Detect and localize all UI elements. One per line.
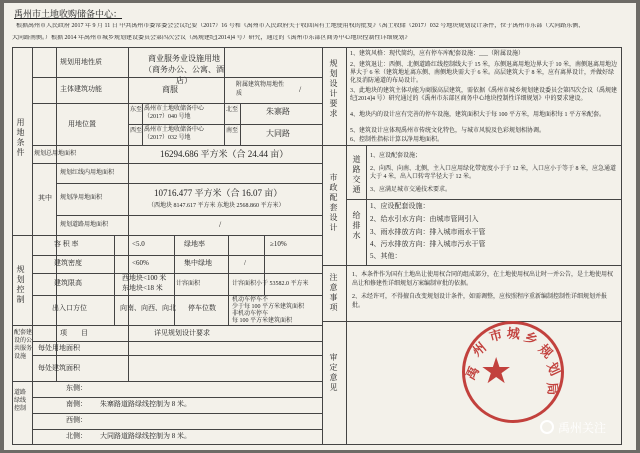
- exit-label: 出入口方位: [52, 304, 87, 312]
- height-west: 西地块<100 米: [122, 274, 167, 282]
- requirement-3: 3、此地块的建筑主体功能为商服高层建筑，需依据《禹州市城乡规划建设委员会第四次会议（禹规建纪[2014]4 号）研究通过的《禹州市东部区商务中心地块控制性详细规划》中的要求建设。: [350, 88, 618, 102]
- center-divider: [322, 47, 323, 445]
- item-label: 项 目: [60, 329, 88, 337]
- traffic-2: 2、向西、向南、北侧，主入口应用绿化带宽度小于于 12 米，入口应小于等于 8 米，应急通道大于 4 米，出入口转弯半径大于 12 米。: [370, 166, 617, 180]
- wechat-icon: [540, 420, 554, 434]
- each-land-area-label: 每处用地面积: [38, 344, 80, 352]
- red-line-area-label: 规划红线内用地面积: [60, 170, 115, 176]
- aux-property-label: 附属建筑物用地性质: [236, 82, 285, 97]
- total-area-label: 规划总用地面积: [34, 151, 77, 157]
- density-label: 建筑密度: [54, 259, 82, 267]
- parking-label: 停车位数: [188, 304, 216, 312]
- west-value: 禹州市土地收储备中心（2017）032 号地: [144, 127, 205, 141]
- east-label: 东至: [130, 107, 143, 113]
- west-road-label: 西侧：: [66, 416, 87, 424]
- traffic-3: 3、应满足城市交通技术要求。: [370, 187, 452, 193]
- traffic-1: 1、应设配套设施；: [370, 153, 422, 159]
- design-requirements-label: 规划设计要求: [329, 59, 338, 119]
- seal-char-1: 禹: [462, 363, 483, 383]
- north-road-value: 大同路道路绿线控制为 8 米。: [100, 432, 191, 440]
- main-function-value: 商服: [162, 85, 178, 94]
- parking-line-2: 少于每 100 平方米建筑面积: [232, 304, 305, 310]
- east-road-label: 东侧：: [66, 384, 87, 392]
- watermark-text: 禹州关注: [558, 420, 607, 435]
- south-label: 南至: [226, 128, 239, 134]
- height-east: 东地块<18 米: [122, 284, 163, 292]
- requirement-2: 2、建筑退让：西侧、北侧道路红线控制线大于 15 米，东侧退离用地边界大于 10 米，南侧退离用地边界大于 6 米（建筑地址离东侧、南侧地块需大于 6 米。高层建筑大于 8 米，应有离界设计，并做好绿化及消防通道的布局设计。: [350, 62, 618, 84]
- land-use-property-label: 规划用地性质: [60, 58, 102, 66]
- note-2: 2、未经许可，不得擅自改变规划设计条件，如需调整，应按照程序重新编制控制性详细规划并报批。: [352, 294, 608, 309]
- height-label: 建筑限高: [54, 279, 82, 287]
- account-watermark: [540, 418, 636, 436]
- note-1: 1、本条件作为国有土地出让使用权合同的组成部分，在土地使用权出让时一并公告，是土地使用权出让和修建性详细规划方案编制审批的依据。: [352, 272, 614, 287]
- header-line-3: 大同路南侧。）根据 2014 年禹州市城乡规划建设委员会第四次会议（禹规建纪[2014]4 号）研究，通过的《禹州市东部区商务中心地块控制性详细规划》: [12, 35, 411, 41]
- net-area-label: 规划净用地面积: [60, 195, 103, 201]
- north-road-label: 北侧：: [66, 432, 87, 440]
- central-green-label: 集中绿地: [184, 259, 212, 267]
- approval-label: 审定意见: [329, 353, 338, 393]
- header-line-2: 根据禹州市人民政府 2017 年 9 月 11 日 中共禹州市委常委会会议纪要（2017）16 号和《禹州市人民政府关于收回国有土地使用权的批复》（禹土收储（2017）032 号地块规划设计条件，位于禹州市东部（大同路东侧、: [16, 23, 585, 29]
- main-function-label: 主体建筑功能: [60, 85, 102, 93]
- aux-property-value: /: [299, 85, 302, 94]
- requirement-5: 5、建筑设计应体现禹州市传统文化特色，与城市风貌及色彩规划相协调。: [350, 128, 546, 134]
- exit-value: 向南、向西、向北: [120, 304, 176, 312]
- land-use-section-label: 用地条件: [16, 118, 25, 158]
- far-label: 容 积 率: [54, 240, 79, 248]
- water-4: 4、污水排放方向：排入城市污水干管: [370, 240, 486, 248]
- public-facility-label: 配套建设的公共服务设施: [14, 330, 33, 360]
- west-label: 西至: [130, 128, 143, 134]
- total-area-value: 16294.686 平方米（合 24.44 亩）: [160, 149, 289, 159]
- far-value: <5.0: [132, 240, 145, 248]
- control-section-label: 规划控制: [16, 265, 25, 305]
- capacity-label: 计容面积: [176, 281, 201, 287]
- notes-label: 注意事项: [329, 273, 338, 313]
- land-use-property-value: 商业服务业设施用地（商务办公、公寓、酒店）: [144, 54, 224, 85]
- road-area-label: 规划道路用地面积: [60, 222, 109, 228]
- water-5: 5、其他：: [370, 252, 402, 260]
- parking-line-3: 非机动车停车: [232, 311, 269, 317]
- parking-line-4: 每 100 平方米建筑面积: [232, 318, 293, 324]
- green-rate-value: ≥10%: [270, 240, 287, 248]
- net-area-value: 10716.477 平方米（合 16.07 亩）: [154, 188, 283, 198]
- water-1: 1、应设配套设施：: [370, 202, 430, 210]
- road-area-value: /: [219, 220, 222, 229]
- density-value: <60%: [132, 259, 149, 267]
- east-value: 禹州市土地收储备中心（2017）040 号地: [144, 106, 205, 120]
- south-road-value: 朱寨路道路绿线控制为 8 米。: [100, 400, 191, 408]
- requirement-6: 6、控制性指标计算以净用地面积。: [350, 137, 444, 143]
- road-green-label: 道路绿线控制: [14, 390, 27, 412]
- capacity-value: 计容面积小于 53582.0 平方米: [232, 281, 309, 287]
- location-label: 用地位置: [68, 120, 96, 128]
- north-label: 北至: [226, 107, 239, 113]
- document-page: 禹州市土地收购储备中心： 根据禹州市人民政府 2017 年 9 月 11 日 中共禹州市委常委会会议纪要（2017）16 号和《禹州市人民政府关于收回国有土地使用权的批复》（禹土收储（2017）032 号地块规划设计条件，位于禹州市东部（大同路东侧、 大同路南侧。）根据 2014 年禹州市城乡规划建设委员会第四次会议（禹规建纪[2014]4 号）研究，通过的《禹州市东部区商务中心地块控制性详细规划》 用地条件 规划用地性质 商业服务业设施用地（商务办公、公寓、酒店） 主体建筑功能 商服 附属建筑物用地性质 / 用地位置 东至 禹州市土地收储备中心（2017）040 号地 北至 朱寨路 西至 禹州市土地收储备中心（2017）032 号地 南至 大同路 规划总用地面积 16294.686 平方米（合 24.44 亩） 其中 规划红线内用地面积 规划净用地面积 10716.477 平方米（合 16.07 亩） （西地块 8147.617 平方米 东地块 2568.860 平方米） 规划道路用地面积 / 规划控制 容 积 率 <5.0 绿地率 ≥10% 建筑密度 <60% 集中绿地 / 建筑限高 西地块<100 米 东地块<18 米 计容面积 计容面积小于 53582.0 平方米 出入口方位 向南、向西、向北 停车位数 机动车停车不 少于每 100 平方米建筑面积 非机动车停车 每 100 平方米建筑面积 配套建设的公共服务设施 项 目 详见规划设计要求 每处用地面积 每处建筑面积 道路绿线控制 东侧： 南侧： 朱寨路道路绿线控制为 8 米。 西侧： 北侧： 大同路道路绿线控制为 8 米。 规划设计要求 1、建筑风格：现代简约，应有停车库配套设施：___（附属设施） 2、建筑退让：西侧、北侧道路红线控制线大于 15 米，东侧退离用地边界大于 10 米，南侧退离用地边界大于 6 米（建筑地址离东侧、南侧地块需大于 6 米。高层建筑大于 8 米，应有离界设计，并做好绿化及消防通道的布局设计。 3、此地块的建筑主体功能为商服高层建筑，需依据《禹州市城乡规划建设委员会第四次会议（禹规建纪[2014]4 号）研究通过的《禹州市东部区商务中心地块控制性详细规划》中的要求建设。 4、地块内的设计应有完善的停车设施，建筑面积大于每 100 平方米，用地面积每 1 平方米配套。 5、建筑设计应体现禹州市传统文化特色，与城市风貌及色彩规划相协调。 6、控制性指标计算以净用地面积。 市政配套设计 道路交通 1、应设配套设施； 2、向西、向南、北侧，主入口应用绿化带宽度小于于 12 米，入口应小于等于 8 米，应急通道大于 4 米，出入口转弯半径大于 12 米。 3、应满足城市交通技术要求。 给排水 1、应设配套设施： 2、给水引水方向：由城市管网引入 3、雨水排放方向：排入城市雨水干管 4、污水排放方向：排入城市污水干管 5、其他： 注意事项 1、本条件作为国有土地出让使用权合同的组成部分，在土地使用权出让时一并公告，是土地使用权出让和修建性详细规划方案编制审批的依据。 2、未经许可，不得擅自改变规划设计条件，如需调整，应按照程序重新编制控制性详细规划并报批。 审定意见 ★ 禹 州 市 城 乡 规 划 局: [4, 3, 636, 450]
- requirement-label: 详见规划设计要求: [154, 329, 210, 337]
- water-label: 给排水: [352, 211, 361, 241]
- water-2: 2、给水引水方向：由城市管网引入: [370, 215, 479, 223]
- traffic-label: 道路交通: [352, 155, 361, 195]
- header-addressee: 禹州市土地收购储备中心：: [14, 9, 123, 19]
- requirement-4: 4、地块内的设计应有完善的停车设施，建筑面积大于每 100 平方米，用地面积每 1 平方米配套。: [350, 112, 606, 118]
- parking-line-1: 机动车停车不: [232, 297, 269, 303]
- each-build-area-label: 每处建筑面积: [38, 364, 80, 372]
- south-value: 大同路: [266, 129, 290, 138]
- north-value: 朱寨路: [266, 107, 290, 116]
- net-area-detail: （西地块 8147.617 平方米 东地块 2568.860 平方米）: [148, 203, 285, 209]
- green-rate-label: 绿地率: [184, 240, 205, 248]
- water-3: 3、雨水排放方向：排入城市雨水干管: [370, 228, 486, 236]
- municipal-label: 市政配套设计: [329, 173, 338, 233]
- requirement-1: 1、建筑风格：现代简约，应有停车库配套设施：___（附属设施）: [350, 51, 525, 57]
- central-green-value: /: [244, 259, 246, 267]
- south-road-label: 南侧：: [66, 400, 87, 408]
- seal-star-icon: ★: [480, 351, 513, 391]
- of-which-label: 其中: [38, 194, 52, 202]
